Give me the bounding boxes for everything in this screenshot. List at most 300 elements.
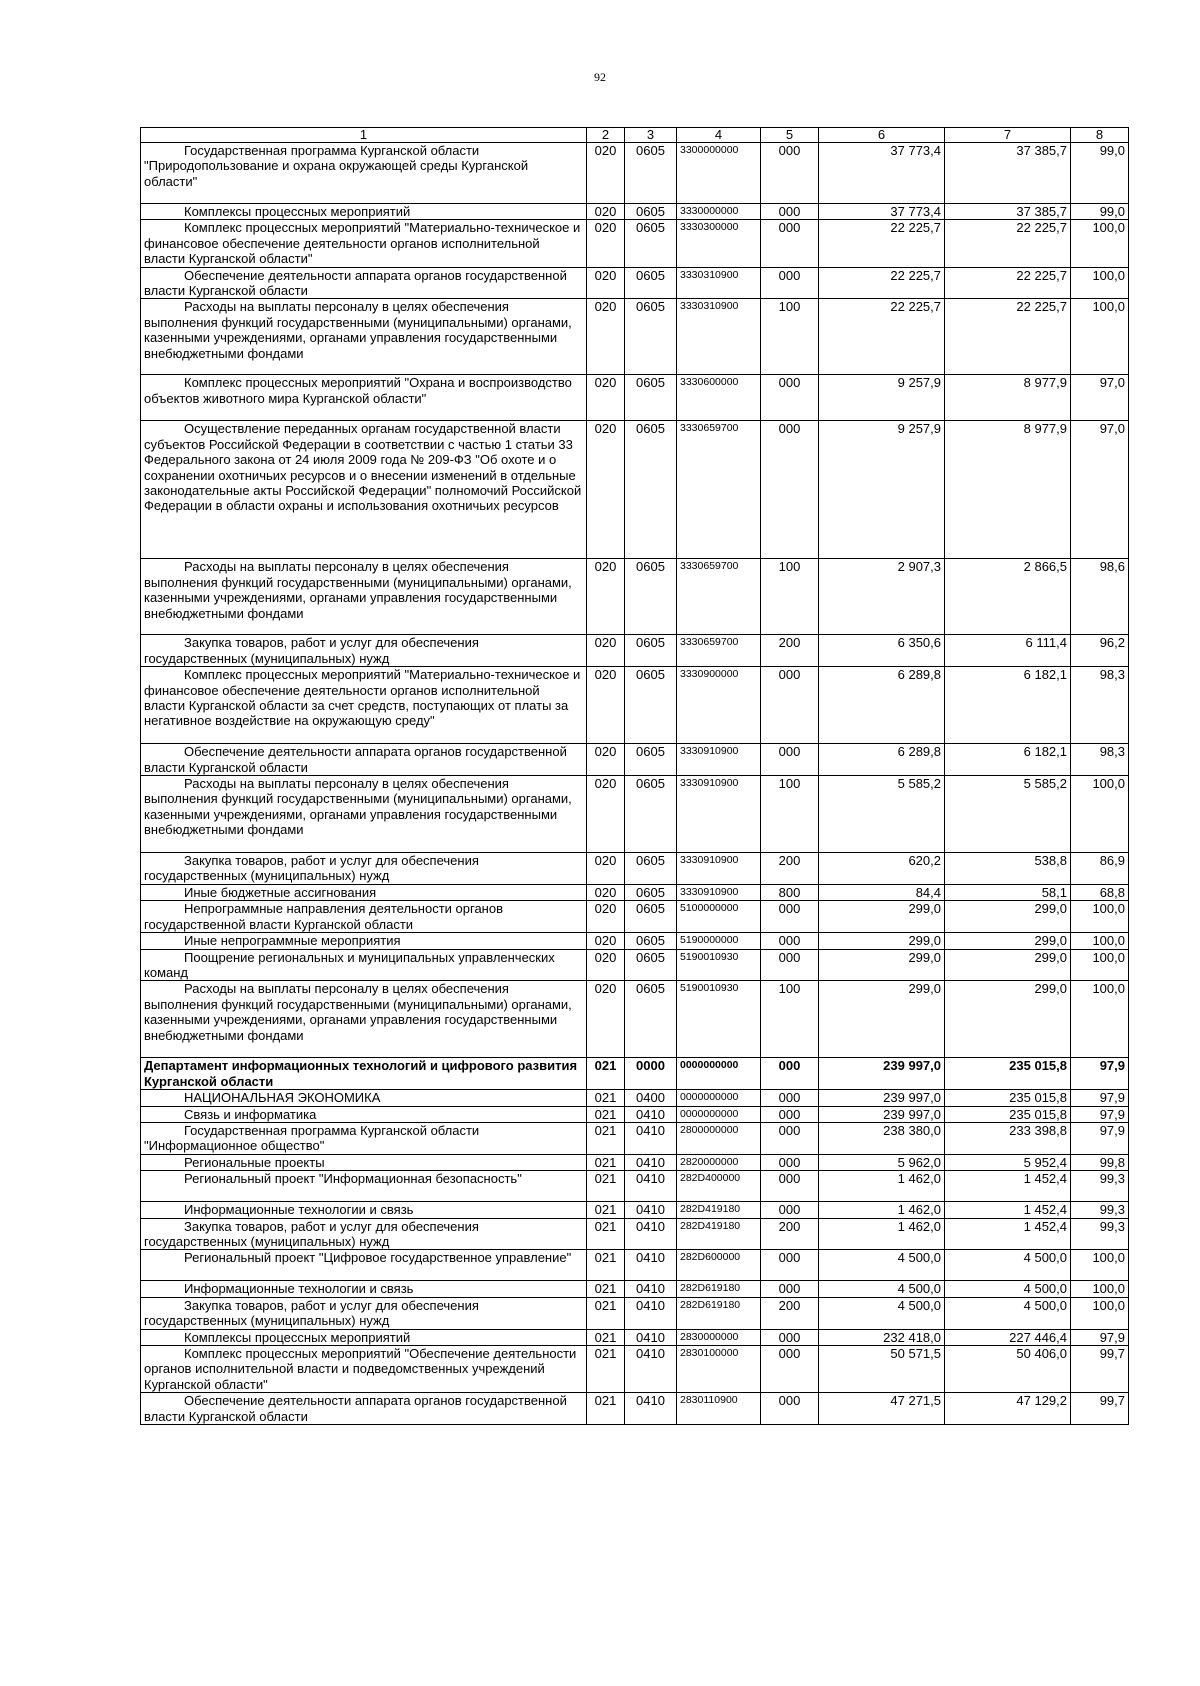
expense-type-code: 000: [761, 1090, 819, 1106]
target-article-code: 5100000000: [677, 901, 761, 933]
row-name: Комплекс процессных мероприятий "Обеспечение деятельности органов исполнительной власти и подведомственных учреждений Курганской области": [141, 1346, 587, 1393]
expense-type-code: 000: [761, 933, 819, 949]
target-article-code: 2830100000: [677, 1346, 761, 1393]
row-name: Обеспечение деятельности аппарата органов государственной власти Курганской области: [141, 744, 587, 776]
row-name: Региональный проект "Цифровое государственное управление": [141, 1250, 587, 1281]
table-row: [141, 1393, 1129, 1425]
admin-code: 020: [587, 933, 625, 949]
section-code: 0605: [625, 204, 677, 220]
planned-amount: 4 500,0: [819, 1297, 945, 1329]
planned-amount: 4 500,0: [819, 1281, 945, 1297]
table-row: [141, 1202, 1129, 1218]
target-article-code: 3330659700: [677, 421, 761, 559]
target-article-code: 2820000000: [677, 1154, 761, 1170]
target-article-code: 282D400000: [677, 1171, 761, 1202]
admin-code: 020: [587, 559, 625, 635]
admin-code: 020: [587, 143, 625, 204]
expense-type-code: 000: [761, 1329, 819, 1345]
execution-percent: 100,0: [1071, 776, 1129, 853]
section-code: 0605: [625, 853, 677, 885]
row-name: Комплекс процессных мероприятий "Материально-техническое и финансовое обеспечение деятельности органов исполнительной власти Курганской области": [141, 220, 587, 267]
planned-amount: 6 350,6: [819, 635, 945, 667]
row-name: Региональный проект "Информационная безопасность": [141, 1171, 587, 1202]
admin-code: 021: [587, 1346, 625, 1393]
executed-amount: 235 015,8: [945, 1090, 1071, 1106]
expense-type-code: 000: [761, 375, 819, 421]
planned-amount: 299,0: [819, 933, 945, 949]
section-code: 0605: [625, 375, 677, 421]
execution-percent: 100,0: [1071, 220, 1129, 267]
section-code: 0605: [625, 981, 677, 1058]
table-row: [141, 1171, 1129, 1202]
expense-type-code: 100: [761, 559, 819, 635]
execution-percent: 99,8: [1071, 1154, 1129, 1170]
executed-amount: 58,1: [945, 884, 1071, 900]
target-article-code: 5190010930: [677, 949, 761, 981]
table-row: [141, 884, 1129, 900]
expense-type-code: 000: [761, 1058, 819, 1090]
expense-type-code: 000: [761, 1171, 819, 1202]
admin-code: 020: [587, 204, 625, 220]
executed-amount: 8 977,9: [945, 375, 1071, 421]
executed-amount: 37 385,7: [945, 143, 1071, 204]
section-code: 0605: [625, 901, 677, 933]
row-name: Комплекс процессных мероприятий "Охрана и воспроизводство объектов животного мира Курганской области": [141, 375, 587, 421]
table-row: [141, 1122, 1129, 1154]
expense-type-code: 000: [761, 1250, 819, 1281]
table-row: [141, 1297, 1129, 1329]
row-name: Закупка товаров, работ и услуг для обеспечения государственных (муниципальных) нужд: [141, 1297, 587, 1329]
section-code: 0605: [625, 776, 677, 853]
table-row: [141, 375, 1129, 421]
admin-code: 020: [587, 299, 625, 375]
executed-amount: 4 500,0: [945, 1297, 1071, 1329]
executed-amount: 227 446,4: [945, 1329, 1071, 1345]
section-code: 0410: [625, 1281, 677, 1297]
admin-code: 021: [587, 1122, 625, 1154]
section-code: 0605: [625, 884, 677, 900]
target-article-code: 5190000000: [677, 933, 761, 949]
section-code: 0605: [625, 299, 677, 375]
planned-amount: 232 418,0: [819, 1329, 945, 1345]
row-name: Расходы на выплаты персоналу в целях обеспечения выполнения функций государственными (муниципальными) органами, казенными учреждениями, органами управления государственными внебюджетными фондами: [141, 299, 587, 375]
planned-amount: 238 380,0: [819, 1122, 945, 1154]
table-row: [141, 1218, 1129, 1250]
row-name: Поощрение региональных и муниципальных управленческих команд: [141, 949, 587, 981]
execution-percent: 100,0: [1071, 299, 1129, 375]
planned-amount: 9 257,9: [819, 421, 945, 559]
execution-percent: 97,9: [1071, 1329, 1129, 1345]
target-article-code: 3330310900: [677, 299, 761, 375]
admin-code: 020: [587, 884, 625, 900]
row-name: Расходы на выплаты персоналу в целях обеспечения выполнения функций государственными (муниципальными) органами, казенными учреждениями, органами управления государственными внебюджетными фондами: [141, 981, 587, 1058]
planned-amount: 299,0: [819, 949, 945, 981]
row-name: Региональные проекты: [141, 1154, 587, 1170]
table-row: [141, 933, 1129, 949]
execution-percent: 97,9: [1071, 1122, 1129, 1154]
admin-code: 020: [587, 776, 625, 853]
target-article-code: 2830000000: [677, 1329, 761, 1345]
admin-code: 020: [587, 667, 625, 744]
header-row: [141, 128, 1129, 143]
execution-percent: 98,6: [1071, 559, 1129, 635]
execution-percent: 99,3: [1071, 1171, 1129, 1202]
column-header: 8: [1071, 128, 1129, 143]
row-name: Закупка товаров, работ и услуг для обеспечения государственных (муниципальных) нужд: [141, 853, 587, 885]
section-code: 0000: [625, 1058, 677, 1090]
table-row: [141, 901, 1129, 933]
target-article-code: 282D619180: [677, 1281, 761, 1297]
expense-type-code: 000: [761, 143, 819, 204]
execution-percent: 100,0: [1071, 1297, 1129, 1329]
admin-code: 020: [587, 267, 625, 299]
expense-type-code: 200: [761, 635, 819, 667]
target-article-code: 3330910900: [677, 744, 761, 776]
execution-percent: 100,0: [1071, 933, 1129, 949]
table-row: [141, 635, 1129, 667]
section-code: 0605: [625, 143, 677, 204]
table-row: [141, 1154, 1129, 1170]
executed-amount: 8 977,9: [945, 421, 1071, 559]
admin-code: 020: [587, 744, 625, 776]
section-code: 0410: [625, 1122, 677, 1154]
table-row: [141, 1058, 1129, 1090]
row-name: Комплексы процессных мероприятий: [141, 204, 587, 220]
planned-amount: 239 997,0: [819, 1106, 945, 1122]
planned-amount: 22 225,7: [819, 220, 945, 267]
expense-type-code: 000: [761, 1393, 819, 1425]
row-name: Обеспечение деятельности аппарата органов государственной власти Курганской области: [141, 1393, 587, 1425]
executed-amount: 299,0: [945, 933, 1071, 949]
executed-amount: 1 452,4: [945, 1202, 1071, 1218]
expense-type-code: 100: [761, 776, 819, 853]
execution-percent: 97,0: [1071, 421, 1129, 559]
executed-amount: 233 398,8: [945, 1122, 1071, 1154]
expense-type-code: 100: [761, 981, 819, 1058]
table-row: [141, 744, 1129, 776]
admin-code: 021: [587, 1154, 625, 1170]
table-body: [141, 128, 1129, 1425]
target-article-code: 3330600000: [677, 375, 761, 421]
expense-type-code: 200: [761, 853, 819, 885]
row-name: Департамент информационных технологий и цифрового развития Курганской области: [141, 1058, 587, 1090]
column-header: 4: [677, 128, 761, 143]
planned-amount: 37 773,4: [819, 143, 945, 204]
execution-percent: 98,3: [1071, 667, 1129, 744]
target-article-code: 3330910900: [677, 853, 761, 885]
expense-type-code: 000: [761, 1281, 819, 1297]
table-row: [141, 559, 1129, 635]
table-row: [141, 1090, 1129, 1106]
execution-percent: 98,3: [1071, 744, 1129, 776]
planned-amount: 4 500,0: [819, 1250, 945, 1281]
executed-amount: 22 225,7: [945, 299, 1071, 375]
planned-amount: 84,4: [819, 884, 945, 900]
target-article-code: 3330659700: [677, 635, 761, 667]
row-name: Комплексы процессных мероприятий: [141, 1329, 587, 1345]
row-name: Связь и информатика: [141, 1106, 587, 1122]
row-name: Закупка товаров, работ и услуг для обеспечения государственных (муниципальных) нужд: [141, 1218, 587, 1250]
row-name: Непрограммные направления деятельности органов государственной власти Курганской области: [141, 901, 587, 933]
execution-percent: 100,0: [1071, 1281, 1129, 1297]
expense-type-code: 000: [761, 949, 819, 981]
row-name: Закупка товаров, работ и услуг для обеспечения государственных (муниципальных) нужд: [141, 635, 587, 667]
planned-amount: 22 225,7: [819, 267, 945, 299]
execution-percent: 100,0: [1071, 901, 1129, 933]
section-code: 0605: [625, 949, 677, 981]
execution-percent: 97,9: [1071, 1058, 1129, 1090]
planned-amount: 50 571,5: [819, 1346, 945, 1393]
admin-code: 021: [587, 1106, 625, 1122]
section-code: 0400: [625, 1090, 677, 1106]
table-row: [141, 667, 1129, 744]
admin-code: 020: [587, 635, 625, 667]
table-row: [141, 421, 1129, 559]
row-name: Иные бюджетные ассигнования: [141, 884, 587, 900]
row-name: Обеспечение деятельности аппарата органов государственной власти Курганской области: [141, 267, 587, 299]
executed-amount: 6 182,1: [945, 667, 1071, 744]
expense-type-code: 000: [761, 1202, 819, 1218]
executed-amount: 235 015,8: [945, 1106, 1071, 1122]
planned-amount: 9 257,9: [819, 375, 945, 421]
planned-amount: 299,0: [819, 901, 945, 933]
planned-amount: 5 962,0: [819, 1154, 945, 1170]
expense-type-code: 000: [761, 1106, 819, 1122]
section-code: 0605: [625, 933, 677, 949]
admin-code: 021: [587, 1090, 625, 1106]
execution-percent: 100,0: [1071, 267, 1129, 299]
executed-amount: 5 952,4: [945, 1154, 1071, 1170]
expense-type-code: 100: [761, 299, 819, 375]
target-article-code: 3330300000: [677, 220, 761, 267]
planned-amount: 1 462,0: [819, 1202, 945, 1218]
section-code: 0410: [625, 1297, 677, 1329]
planned-amount: 22 225,7: [819, 299, 945, 375]
expense-type-code: 200: [761, 1218, 819, 1250]
admin-code: 020: [587, 421, 625, 559]
column-header: 5: [761, 128, 819, 143]
row-name: Информационные технологии и связь: [141, 1281, 587, 1297]
row-name: Государственная программа Курганской области "Природопользование и охрана окружающей среды Курганской области": [141, 143, 587, 204]
expense-type-code: 000: [761, 1154, 819, 1170]
execution-percent: 99,3: [1071, 1218, 1129, 1250]
executed-amount: 5 585,2: [945, 776, 1071, 853]
table-row: [141, 1106, 1129, 1122]
table-row: [141, 949, 1129, 981]
executed-amount: 1 452,4: [945, 1171, 1071, 1202]
expense-type-code: 000: [761, 220, 819, 267]
executed-amount: 22 225,7: [945, 267, 1071, 299]
executed-amount: 6 111,4: [945, 635, 1071, 667]
section-code: 0605: [625, 559, 677, 635]
planned-amount: 5 585,2: [819, 776, 945, 853]
expense-type-code: 000: [761, 744, 819, 776]
admin-code: 020: [587, 901, 625, 933]
executed-amount: 299,0: [945, 949, 1071, 981]
executed-amount: 235 015,8: [945, 1058, 1071, 1090]
executed-amount: 299,0: [945, 901, 1071, 933]
admin-code: 020: [587, 375, 625, 421]
execution-percent: 96,2: [1071, 635, 1129, 667]
admin-code: 021: [587, 1250, 625, 1281]
planned-amount: 6 289,8: [819, 667, 945, 744]
expense-type-code: 000: [761, 1346, 819, 1393]
execution-percent: 97,0: [1071, 375, 1129, 421]
executed-amount: 50 406,0: [945, 1346, 1071, 1393]
executed-amount: 4 500,0: [945, 1281, 1071, 1297]
section-code: 0605: [625, 421, 677, 559]
section-code: 0410: [625, 1202, 677, 1218]
executed-amount: 538,8: [945, 853, 1071, 885]
section-code: 0605: [625, 635, 677, 667]
target-article-code: 282D619180: [677, 1297, 761, 1329]
section-code: 0410: [625, 1171, 677, 1202]
executed-amount: 47 129,2: [945, 1393, 1071, 1425]
table-row: [141, 1281, 1129, 1297]
target-article-code: 5190010930: [677, 981, 761, 1058]
planned-amount: 1 462,0: [819, 1218, 945, 1250]
planned-amount: 239 997,0: [819, 1090, 945, 1106]
section-code: 0410: [625, 1106, 677, 1122]
budget-table: [140, 127, 1129, 1425]
executed-amount: 299,0: [945, 981, 1071, 1058]
execution-percent: 86,9: [1071, 853, 1129, 885]
execution-percent: 97,9: [1071, 1090, 1129, 1106]
execution-percent: 99,0: [1071, 143, 1129, 204]
executed-amount: 1 452,4: [945, 1218, 1071, 1250]
execution-percent: 100,0: [1071, 949, 1129, 981]
expense-type-code: 200: [761, 1297, 819, 1329]
table-row: [141, 776, 1129, 853]
target-article-code: 282D600000: [677, 1250, 761, 1281]
admin-code: 020: [587, 981, 625, 1058]
target-article-code: 3330910900: [677, 776, 761, 853]
target-article-code: 3330659700: [677, 559, 761, 635]
admin-code: 021: [587, 1329, 625, 1345]
section-code: 0605: [625, 744, 677, 776]
executed-amount: 6 182,1: [945, 744, 1071, 776]
planned-amount: 299,0: [819, 981, 945, 1058]
planned-amount: 47 271,5: [819, 1393, 945, 1425]
section-code: 0410: [625, 1346, 677, 1393]
admin-code: 020: [587, 853, 625, 885]
table-row: [141, 267, 1129, 299]
admin-code: 021: [587, 1218, 625, 1250]
target-article-code: 0000000000: [677, 1058, 761, 1090]
section-code: 0605: [625, 667, 677, 744]
expense-type-code: 000: [761, 267, 819, 299]
expense-type-code: 000: [761, 1122, 819, 1154]
row-name: Расходы на выплаты персоналу в целях обеспечения выполнения функций государственными (муниципальными) органами, казенными учреждениями, органами управления государственными внебюджетными фондами: [141, 559, 587, 635]
table-row: [141, 1329, 1129, 1345]
column-header: 3: [625, 128, 677, 143]
admin-code: 021: [587, 1297, 625, 1329]
target-article-code: 3330310900: [677, 267, 761, 299]
admin-code: 021: [587, 1281, 625, 1297]
column-header: 2: [587, 128, 625, 143]
section-code: 0410: [625, 1393, 677, 1425]
target-article-code: 3330900000: [677, 667, 761, 744]
column-header: 1: [141, 128, 587, 143]
target-article-code: 3300000000: [677, 143, 761, 204]
column-header: 7: [945, 128, 1071, 143]
row-name: Расходы на выплаты персоналу в целях обеспечения выполнения функций государственными (муниципальными) органами, казенными учреждениями, органами управления государственными внебюджетными фондами: [141, 776, 587, 853]
execution-percent: 100,0: [1071, 981, 1129, 1058]
admin-code: 021: [587, 1058, 625, 1090]
executed-amount: 22 225,7: [945, 220, 1071, 267]
target-article-code: 3330000000: [677, 204, 761, 220]
expense-type-code: 000: [761, 901, 819, 933]
row-name: Осуществление переданных органам государственной власти субъектов Российской Федерации в соответствии с частью 1 статьи 33 Федерального закона от 24 июля 2009 года № 209-ФЗ "Об охоте и о сохранении охотничьих ресурсов и о внесении изменений в отдельные законодательные акты Российской Федерации" полномочий Российской Федерации в области охраны и использования охотничьих ресурсов: [141, 421, 587, 559]
planned-amount: 6 289,8: [819, 744, 945, 776]
executed-amount: 2 866,5: [945, 559, 1071, 635]
section-code: 0410: [625, 1329, 677, 1345]
expense-type-code: 000: [761, 421, 819, 559]
planned-amount: 2 907,3: [819, 559, 945, 635]
execution-percent: 99,3: [1071, 1202, 1129, 1218]
target-article-code: 2800000000: [677, 1122, 761, 1154]
planned-amount: 239 997,0: [819, 1058, 945, 1090]
table-row: [141, 981, 1129, 1058]
section-code: 0410: [625, 1218, 677, 1250]
target-article-code: 0000000000: [677, 1106, 761, 1122]
admin-code: 021: [587, 1202, 625, 1218]
expense-type-code: 800: [761, 884, 819, 900]
column-header: 6: [819, 128, 945, 143]
admin-code: 021: [587, 1171, 625, 1202]
target-article-code: 3330910900: [677, 884, 761, 900]
table-row: [141, 143, 1129, 204]
planned-amount: 37 773,4: [819, 204, 945, 220]
row-name: Государственная программа Курганской области "Информационное общество": [141, 1122, 587, 1154]
table-row: [141, 853, 1129, 885]
planned-amount: 1 462,0: [819, 1171, 945, 1202]
execution-percent: 99,7: [1071, 1393, 1129, 1425]
table-row: [141, 220, 1129, 267]
row-name: НАЦИОНАЛЬНАЯ ЭКОНОМИКА: [141, 1090, 587, 1106]
table-row: [141, 1250, 1129, 1281]
admin-code: 020: [587, 220, 625, 267]
table-row: [141, 299, 1129, 375]
execution-percent: 68,8: [1071, 884, 1129, 900]
row-name: Комплекс процессных мероприятий "Материально-техническое и финансовое обеспечение деятельности органов исполнительной власти Курганской области за счет средств, поступающих от платы за негативное воздействие на окружающую среду": [141, 667, 587, 744]
section-code: 0410: [625, 1250, 677, 1281]
section-code: 0605: [625, 220, 677, 267]
admin-code: 020: [587, 949, 625, 981]
executed-amount: 37 385,7: [945, 204, 1071, 220]
admin-code: 021: [587, 1393, 625, 1425]
row-name: Иные непрограммные мероприятия: [141, 933, 587, 949]
execution-percent: 97,9: [1071, 1106, 1129, 1122]
executed-amount: 4 500,0: [945, 1250, 1071, 1281]
page-number: 92: [594, 70, 606, 84]
expense-type-code: 000: [761, 667, 819, 744]
target-article-code: 282D419180: [677, 1218, 761, 1250]
table-row: [141, 204, 1129, 220]
section-code: 0605: [625, 267, 677, 299]
target-article-code: 282D419180: [677, 1202, 761, 1218]
execution-percent: 99,0: [1071, 204, 1129, 220]
expense-type-code: 000: [761, 204, 819, 220]
target-article-code: 2830110900: [677, 1393, 761, 1425]
execution-percent: 99,7: [1071, 1346, 1129, 1393]
target-article-code: 0000000000: [677, 1090, 761, 1106]
table-row: [141, 1346, 1129, 1393]
execution-percent: 100,0: [1071, 1250, 1129, 1281]
planned-amount: 620,2: [819, 853, 945, 885]
section-code: 0410: [625, 1154, 677, 1170]
row-name: Информационные технологии и связь: [141, 1202, 587, 1218]
